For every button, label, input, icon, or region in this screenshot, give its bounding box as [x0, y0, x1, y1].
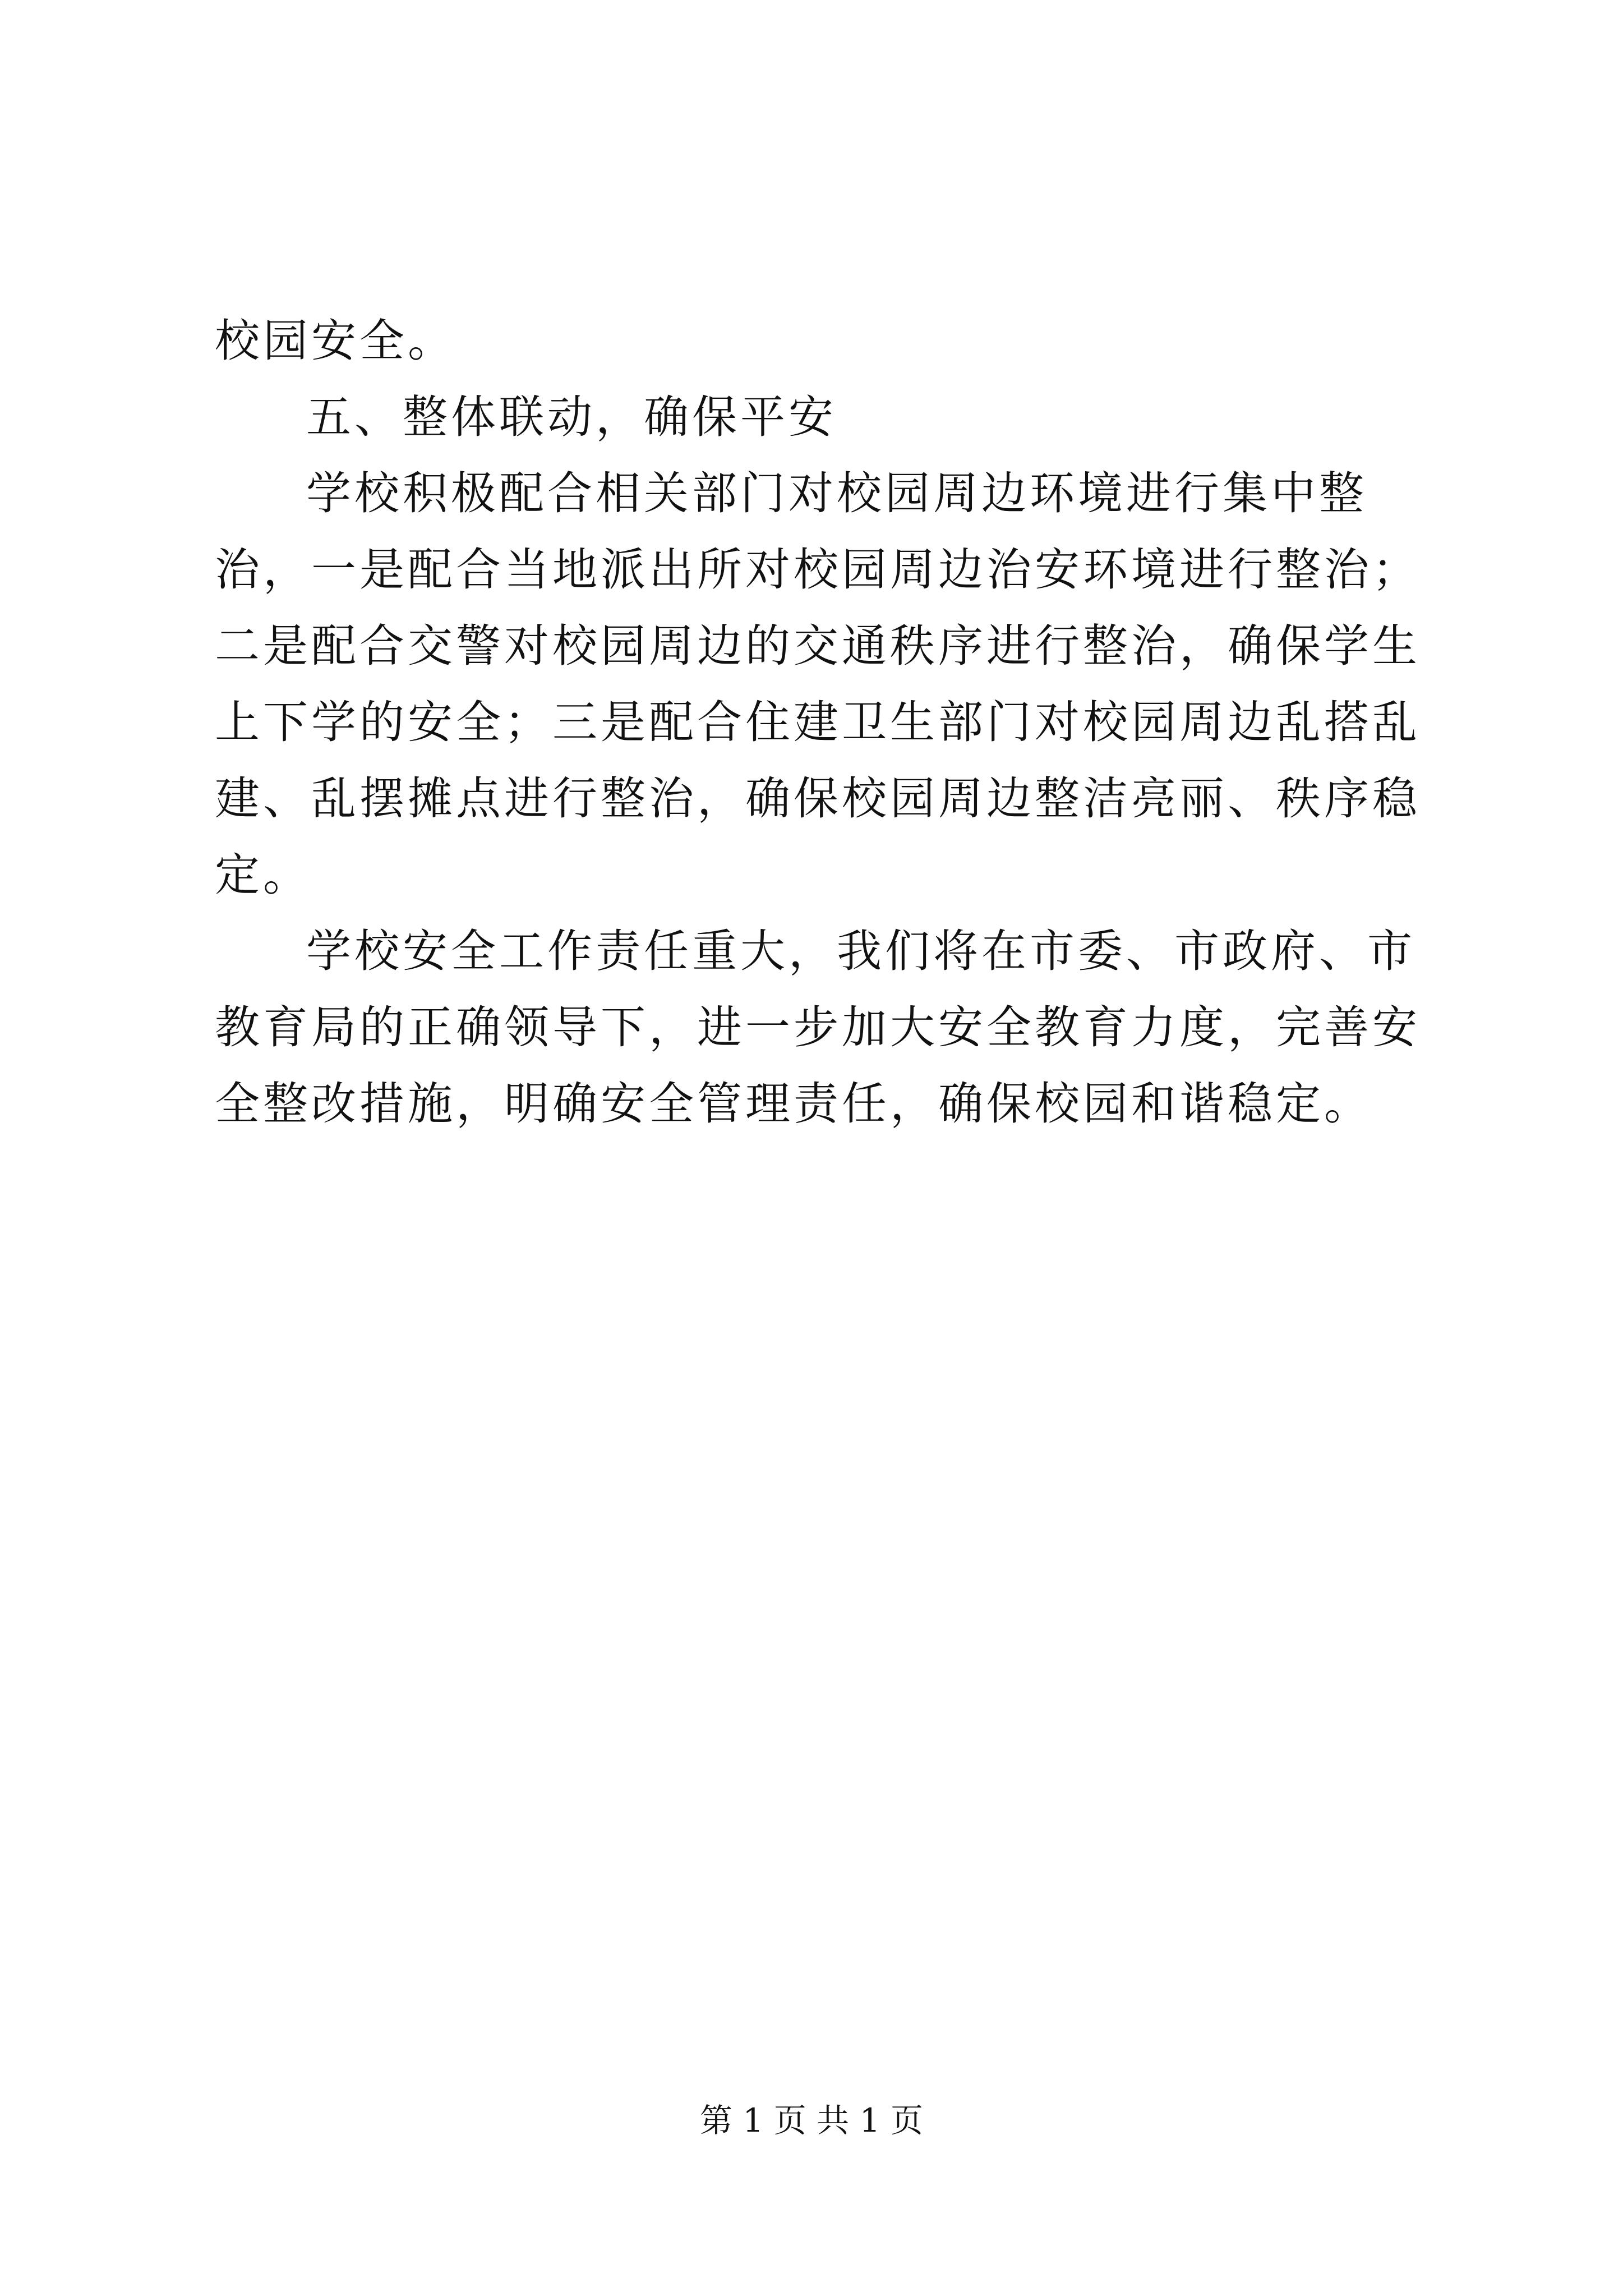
paragraph-cooperation: 学校积极配合相关部门对校园周边环境进行集中整治，一是配合当地派出所对校园周边治安环境进行整治；二是配合交警对校园周边的交通秩序进行整治，确保学生上下学的安全；三是配合住建卫生部门对校园周边乱搭乱建、乱摆摊点进行整治，确保校园周边整洁亮丽、秩序稳定。: [215, 467, 1421, 901]
section-heading: 五、整体联动，确保平安: [306, 391, 837, 443]
page-footer: 第 1 页 共 1 页: [700, 2101, 923, 2139]
document-body: [215, 303, 1449, 1142]
paragraph-conclusion: 学校安全工作责任重大，我们将在市委、市政府、市教育局的正确领导下，进一步加大安全教育力度，完善安全整改措施，明确安全管理责任，确保校园和谐稳定。: [215, 925, 1421, 1130]
paragraph-continuation: 校园安全。: [215, 315, 456, 367]
